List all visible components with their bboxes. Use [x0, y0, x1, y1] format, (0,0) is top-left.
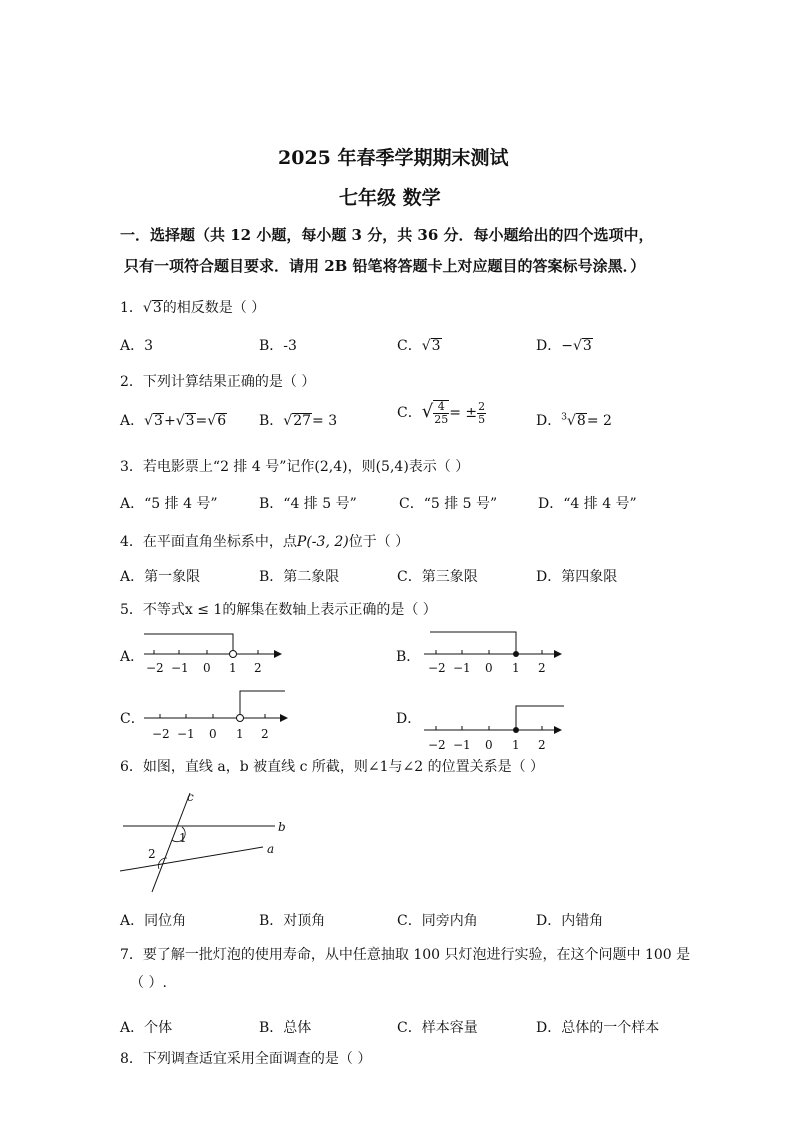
q2-option-c-label: C． — [397, 405, 422, 421]
q1-option-b[interactable]: B．-3 — [259, 338, 297, 354]
q2-c-denominator: 25 — [434, 413, 449, 426]
tick-label: 2 — [254, 661, 262, 675]
tick-label: −1 — [171, 661, 189, 675]
q1-option-c[interactable] — [397, 335, 442, 355]
q1-number: 1． — [120, 300, 143, 316]
page-title: 2025 年春季学期期末测试 — [278, 147, 509, 169]
tick-label: 2 — [538, 661, 546, 675]
q2-b-equals: = 3 — [312, 413, 338, 429]
q3-pair-1: (2,4) — [314, 459, 348, 475]
sqrt-icon: √ — [566, 413, 576, 429]
q7-option-d[interactable]: D．总体的一个样本 — [536, 1020, 660, 1036]
tick-label: −1 — [453, 661, 471, 675]
q3-pair-2: (5,4) — [375, 459, 409, 475]
q1-tail: 的相反数是（ ） — [162, 300, 266, 316]
sqrt-icon: √ — [283, 413, 293, 429]
label-a: a — [267, 842, 275, 856]
label-angle-2: 2 — [148, 847, 156, 861]
q2-option-d[interactable] — [536, 410, 612, 430]
q2-option-d-label: D． — [536, 413, 562, 429]
q2-c-equals: = ± — [449, 405, 478, 421]
tick-label: 0 — [485, 738, 493, 752]
q4-point: P(-3, 2) — [296, 534, 349, 550]
q1-option-c-radicand: 3 — [431, 338, 441, 354]
q3-option-b[interactable]: B．“4 排 5 号” — [259, 496, 357, 512]
q5-option-c-label[interactable]: C． — [120, 711, 145, 727]
q2-option-b-label: B． — [259, 413, 284, 429]
sqrt-icon: √ — [207, 413, 217, 429]
sqrt-icon: √ — [142, 300, 152, 316]
tick-label: 2 — [261, 727, 269, 741]
q7-option-a[interactable]: A．个体 — [120, 1020, 173, 1036]
tick-label: −2 — [152, 727, 170, 741]
q3-option-d[interactable]: D．“4 排 4 号” — [538, 496, 637, 512]
q1-option-d[interactable] — [536, 335, 593, 355]
q1-option-a[interactable]: A．3 — [120, 338, 154, 354]
q3-option-c[interactable]: C．“5 排 5 号” — [399, 496, 498, 512]
q4-text-a: 4．在平面直角坐标系中，点 — [120, 534, 297, 550]
q2-d-equals: = 2 — [586, 413, 612, 429]
tick-label: 1 — [512, 661, 520, 675]
sqrt-icon: √ — [175, 413, 185, 429]
q2-option-a-label: A． — [120, 413, 145, 429]
q4-text-b: 位于（ ） — [348, 534, 410, 550]
q5-number-line-b[interactable] — [420, 626, 570, 676]
q2-a-radicand-1: 3 — [154, 413, 163, 429]
q4-option-d[interactable]: D．第四象限 — [536, 569, 618, 585]
page-subtitle: 七年级 数学 — [339, 187, 441, 209]
q1-option-d-label: D．− — [536, 338, 573, 354]
q6-figure — [115, 785, 300, 895]
sqrt-icon: √ — [421, 338, 431, 354]
q2-option-c[interactable] — [397, 400, 486, 426]
question-3 — [120, 456, 469, 476]
q2-b-radicand: 27 — [293, 413, 312, 429]
q5-number-line-c[interactable] — [140, 686, 295, 742]
tick-label: 0 — [485, 661, 493, 675]
tick-label: 0 — [209, 727, 217, 741]
label-c: c — [187, 790, 194, 804]
q5-option-b-label[interactable]: B． — [396, 649, 421, 665]
question-8: 8．下列调查适宜采用全面调查的是（ ） — [120, 1051, 372, 1067]
q3-text-c: 表示（ ） — [408, 459, 470, 475]
q7-option-b[interactable]: B．总体 — [259, 1020, 312, 1036]
q2-d-radicand: 8 — [576, 413, 586, 429]
section-instructions-line2: 只有一项符合题目要求．请用 2B 铅笔将答题卡上对应题目的答案标号涂黑．） — [124, 257, 646, 275]
q2-c-result-fraction — [477, 401, 486, 426]
question-7-line1: 7．要了解一批灯泡的使用寿命，从中任意抽取 100 只灯泡进行实验，在这个问题中 100 是 — [120, 947, 691, 963]
q5-number-line-d[interactable] — [420, 700, 570, 756]
q5-number-line-a[interactable] — [140, 628, 290, 678]
sqrt-icon: √ — [421, 401, 434, 422]
q2-c-numerator: 4 — [433, 401, 449, 414]
tick-label: −2 — [146, 661, 164, 675]
question-2: 2．下列计算结果正确的是（ ） — [120, 374, 316, 390]
q2-a-plus: + — [163, 413, 176, 429]
tick-label: 1 — [512, 738, 520, 752]
q5-option-d-label[interactable]: D． — [396, 711, 422, 727]
tick-label: −1 — [177, 727, 195, 741]
tick-label: 1 — [229, 661, 237, 675]
q3-text-a: 3．若电影票上“2 排 4 号”记作 — [120, 459, 315, 475]
q2-a-radicand-3: 6 — [217, 413, 227, 429]
question-4 — [120, 531, 409, 551]
question-6: 6．如图，直线 a，b 被直线 c 所截，则∠1与∠2 的位置关系是（ ） — [120, 759, 545, 775]
q1-radicand: 3 — [152, 300, 162, 316]
q2-c-result-denominator: 5 — [478, 412, 486, 426]
sqrt-icon: √ — [144, 413, 154, 429]
tick-label: −2 — [428, 661, 446, 675]
q6-option-d[interactable]: D．内错角 — [536, 913, 604, 929]
q2-a-equals: = — [195, 413, 208, 429]
tick-label: 1 — [236, 727, 244, 741]
q4-option-b[interactable]: B．第二象限 — [259, 569, 340, 585]
q6-option-c[interactable]: C．同旁内角 — [397, 913, 478, 929]
q4-option-c[interactable]: C．第三象限 — [397, 569, 478, 585]
q3-option-a[interactable]: A．“5 排 4 号” — [120, 496, 218, 512]
section-instructions-line1: 一．选择题（共 12 小题，每小题 3 分，共 36 分．每小题给出的四个选项中， — [120, 226, 654, 244]
q2-d-root-index: 3 — [561, 412, 567, 423]
label-angle-1: 1 — [179, 831, 187, 845]
question-5: 5．不等式x ≤ 1的解集在数轴上表示正确的是（ ） — [120, 602, 437, 618]
q2-c-fraction — [433, 400, 449, 426]
q2-a-radicand-2: 3 — [185, 413, 195, 429]
line-a — [120, 847, 263, 871]
tick-label: 0 — [203, 661, 211, 675]
question-1 — [120, 297, 265, 317]
question-7-line2: （ ）. — [130, 975, 167, 991]
q2-option-a[interactable] — [120, 410, 227, 430]
q1-option-d-radicand: 3 — [582, 338, 592, 354]
tick-label: 2 — [538, 738, 546, 752]
q2-option-b[interactable] — [259, 410, 337, 430]
tick-label: −2 — [428, 738, 446, 752]
label-b: b — [278, 820, 286, 834]
q2-c-result-numerator: 2 — [478, 399, 486, 413]
sqrt-icon: √ — [572, 338, 582, 354]
q1-option-c-label: C． — [397, 338, 422, 354]
tick-label: −1 — [453, 738, 471, 752]
q5-option-a-label[interactable]: A． — [120, 649, 145, 665]
q7-option-c[interactable]: C．样本容量 — [397, 1020, 478, 1036]
q6-option-b[interactable]: B．对顶角 — [259, 913, 326, 929]
q4-option-a[interactable]: A．第一象限 — [120, 569, 201, 585]
q6-option-a[interactable]: A．同位角 — [120, 913, 187, 929]
q3-text-b: ，则 — [347, 459, 376, 475]
